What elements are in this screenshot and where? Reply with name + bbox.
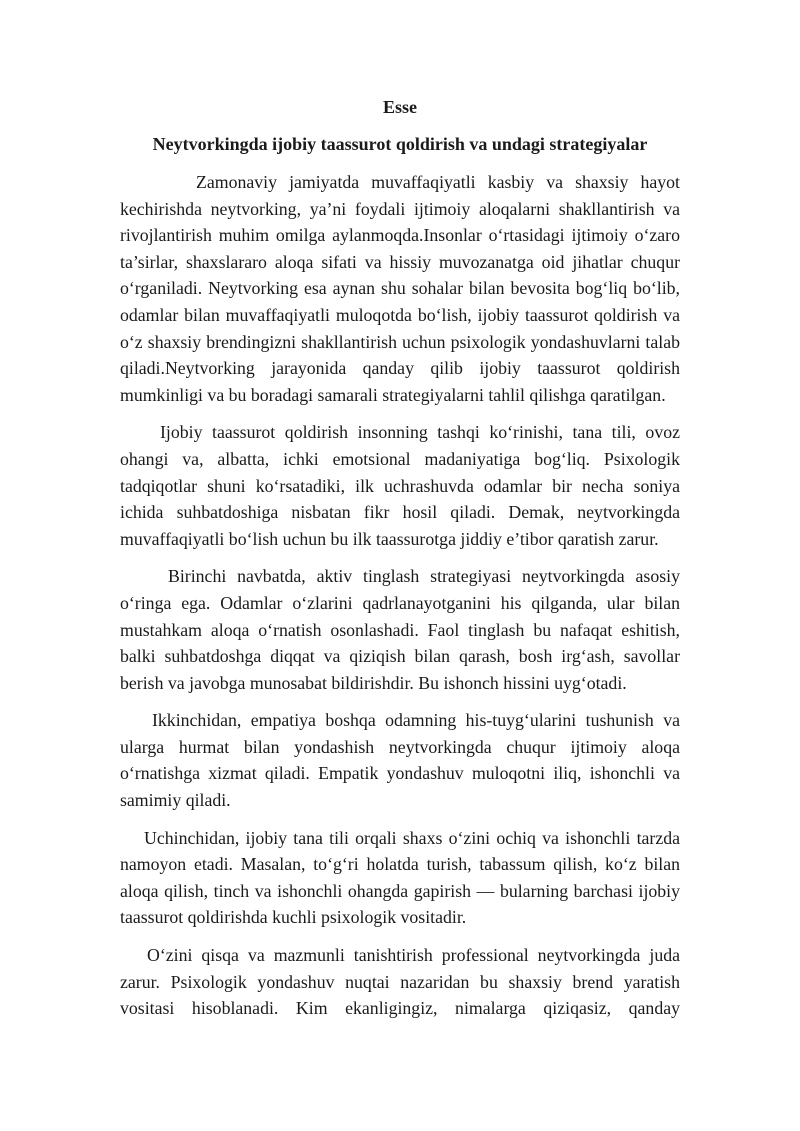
paragraph-active-listening: Birinchi navbatda, aktiv tinglash strategiyasi neytvorkingda asosiy o‘ringa ega. Odamlar o‘zlarini qadrlanayotganini his qilganda, ular bilan mustahkam aloqa o‘rnatish osonlashadi. Faol tinglash bu nafaqat eshitish, balki suhbatdoshga diqqat va qiziqish bilan qarash, bosh irg‘ash, savollar berish va javobga munosabat bildirishdir. Bu ishonch hissini uyg‘otadi.: [120, 566, 680, 693]
paragraph-intro: Zamonaviy jamiyatda muvaffaqiyatli kasbiy va shaxsiy hayot kechirishda neytvorking, ya’ni foydali ijtimoiy aloqalarni shakllantirish va rivojlantirish muhim omilga aylanmoqda.Insonlar o‘rtasidagi ijtimoiy o‘zaro ta’sirlar, shaxslararo aloqa sifati va hissiy muvozanatga oid jihatlar chuqur o‘rganiladi. Neytvorking esa aynan shu sohalar bilan bevosita bog‘liq bo‘lib, odamlar bilan muvaffaqiyatli muloqotda bo‘lish, ijobiy taassurot qoldirish va o‘z shaxsiy brendingizni shakllantirish uchun psixologik yondashuvlarni talab qiladi.Neytvorking jarayonida qanday qilib ijobiy taassurot qoldirish mumkinligi va bu boradagi samarali strategiyalarni tahlil qilishga qaratilgan.: [120, 172, 680, 405]
essay-title: Neytvorkingda ijobiy taassurot qoldirish va undagi strategiyalar: [152, 134, 648, 154]
paragraph-empathy: Ikkinchidan, empatiya boshqa odamning his-tuyg‘ularini tushunish va ularga hurmat bilan yondashish neytvorkingda chuqur ijtimoiy aloqa o‘rnatishga xizmat qiladi. Empatik yondashuv muloqotni iliq, ishonchli va samimiy qiladi.: [120, 710, 680, 811]
paragraph-body-language: Uchinchidan, ijobiy tana tili orqali shaxs o‘zini ochiq va ishonchli tarzda namoyon etadi. Masalan, to‘g‘ri holatda turish, tabassum qilish, ko‘z bilan aloqa qilish, tinch va ishonchli ohangda gapirish — bularning barchasi ijobiy taassurot qoldirishda kuchli psixologik vositadir.: [120, 827, 680, 928]
essay-body: [120, 169, 680, 1022]
paragraph-self-introduction: O‘zini qisqa va mazmunli tanishtirish professional neytvorkingda juda zarur. Psixologik yondashuv nuqtai nazaridan bu shaxsiy brend yaratish vositasi hisoblanadi. Kim ekanligingiz, nimalarga qiziqasiz, qanday: [120, 945, 680, 1019]
essay-label: Esse: [382, 97, 417, 117]
paragraph-first-impression: Ijobiy taassurot qoldirish insonning tashqi ko‘rinishi, tana tili, ovoz ohangi va, albatta, ichki emotsional madaniyatiga bog‘liq. Psixologik tadqiqotlar shuni ko‘rsatadiki, ilk uchrashuvda odamlar bir necha soniya ichida suhbatdoshiga nisbatan fikr hosil qiladi. Demak, neytvorkingda muvaffaqiyatli bo‘lish uchun bu ilk taassurotga jiddiy e’tibor qaratish zarur.: [120, 422, 680, 549]
